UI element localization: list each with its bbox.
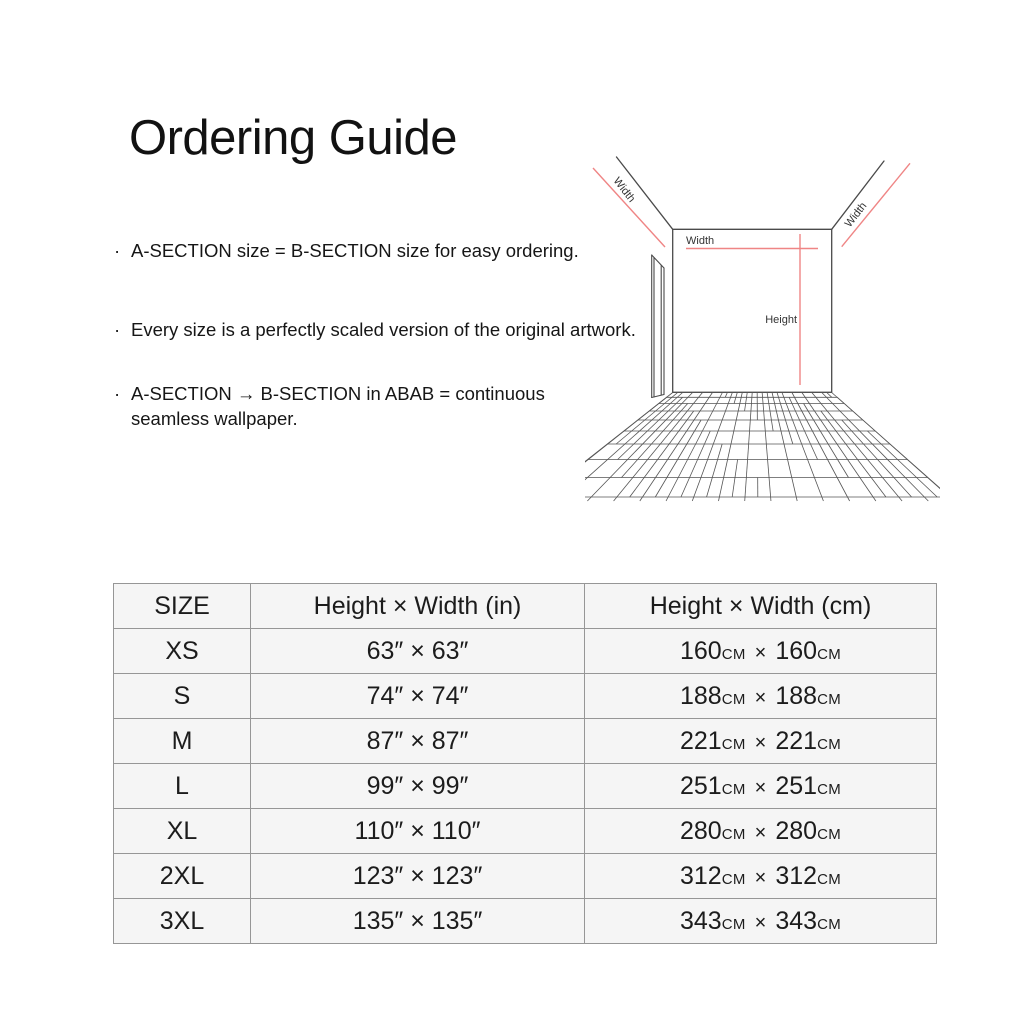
cm-cell — [585, 899, 937, 944]
header-size: SIZE — [114, 584, 251, 629]
header-cm: Height × Width (cm) — [585, 584, 937, 629]
cm-unit: CM — [721, 870, 746, 888]
multiply-sign: × — [754, 911, 767, 934]
inches-cell: 99″ × 99″ — [251, 764, 585, 809]
cm-value: 280 — [775, 816, 818, 845]
cm-cell — [585, 854, 937, 899]
cm-unit: CM — [721, 690, 746, 708]
floor-pattern — [585, 393, 940, 502]
size-table — [113, 583, 937, 944]
cm-unit: CM — [721, 645, 746, 663]
width-label-right: Width — [842, 200, 870, 230]
inches-cell: 63″ × 63″ — [251, 629, 585, 674]
table-row — [114, 809, 937, 854]
room-illustration — [585, 135, 940, 510]
bullet-text: Every size is a perfectly scaled version of the original artwork. — [131, 319, 636, 340]
multiply-sign: × — [754, 686, 767, 709]
cm-cell — [585, 719, 937, 764]
cm-unit: CM — [817, 735, 841, 753]
size-cell: 2XL — [114, 854, 251, 899]
size-cell: XL — [114, 809, 251, 854]
cm-value: 160 — [775, 636, 818, 665]
cm-value: 188 — [775, 681, 818, 710]
inches-cell: 74″ × 74″ — [251, 674, 585, 719]
cm-unit: CM — [721, 780, 746, 798]
cm-unit: CM — [721, 735, 746, 753]
inches-cell: 110″ × 110″ — [251, 809, 585, 854]
table-row — [114, 629, 937, 674]
table-header-row — [114, 584, 937, 629]
height-label-wall: Height — [765, 314, 797, 326]
header-inches: Height × Width (in) — [251, 584, 585, 629]
cm-value: 312 — [775, 861, 818, 890]
cm-unit: CM — [721, 915, 746, 933]
cm-unit: CM — [817, 780, 841, 798]
door — [652, 255, 664, 398]
cm-value: 251 — [775, 771, 818, 800]
back-wall — [673, 229, 832, 392]
measurement-labels — [611, 175, 870, 326]
bullet-marker: · — [114, 319, 121, 340]
size-cell: L — [114, 764, 251, 809]
multiply-sign: × — [754, 776, 767, 799]
size-cell: M — [114, 719, 251, 764]
width-label-left: Width — [610, 175, 638, 205]
width-line-right — [842, 163, 910, 246]
table-row — [114, 764, 937, 809]
multiply-sign: × — [754, 866, 767, 889]
cm-value: 188 — [680, 681, 722, 710]
room-outline — [617, 157, 885, 398]
cm-unit: CM — [817, 645, 841, 663]
cm-cell — [585, 809, 937, 854]
measurement-lines — [593, 163, 910, 385]
cm-unit: CM — [817, 915, 841, 933]
multiply-sign: × — [754, 641, 767, 664]
cm-value: 221 — [775, 726, 818, 755]
size-cell: 3XL — [114, 899, 251, 944]
table-row — [114, 719, 937, 764]
cm-unit: CM — [721, 825, 746, 843]
page-title: Ordering Guide — [129, 111, 458, 165]
inches-cell: 87″ × 87″ — [251, 719, 585, 764]
cm-unit: CM — [817, 825, 841, 843]
cm-cell — [585, 629, 937, 674]
size-cell: XS — [114, 629, 251, 674]
cm-value: 251 — [680, 771, 722, 800]
width-label-wall: Width — [686, 235, 715, 247]
table-row — [114, 899, 937, 944]
table-row — [114, 674, 937, 719]
cm-value: 343 — [775, 906, 818, 935]
inches-cell: 123″ × 123″ — [251, 854, 585, 899]
size-cell: S — [114, 674, 251, 719]
cm-value: 343 — [680, 906, 722, 935]
multiply-sign: × — [754, 821, 767, 844]
bullet-text: A-SECTION → B-SECTION in ABAB = continuous seamless wallpaper. — [131, 383, 545, 429]
cm-value: 280 — [680, 816, 722, 845]
cm-cell — [585, 764, 937, 809]
bullet-text: A-SECTION size = B-SECTION size for easy ordering. — [131, 240, 579, 261]
table-row — [114, 854, 937, 899]
bullet-marker: · — [114, 240, 121, 261]
width-line-left — [593, 168, 665, 247]
inches-cell: 135″ × 135″ — [251, 899, 585, 944]
multiply-sign: × — [754, 731, 767, 754]
bullet-marker: · — [114, 383, 121, 404]
cm-unit: CM — [817, 690, 841, 708]
cm-value: 312 — [680, 861, 722, 890]
cm-cell — [585, 674, 937, 719]
cm-unit: CM — [817, 870, 841, 888]
cm-value: 221 — [680, 726, 722, 755]
cm-value: 160 — [680, 636, 722, 665]
